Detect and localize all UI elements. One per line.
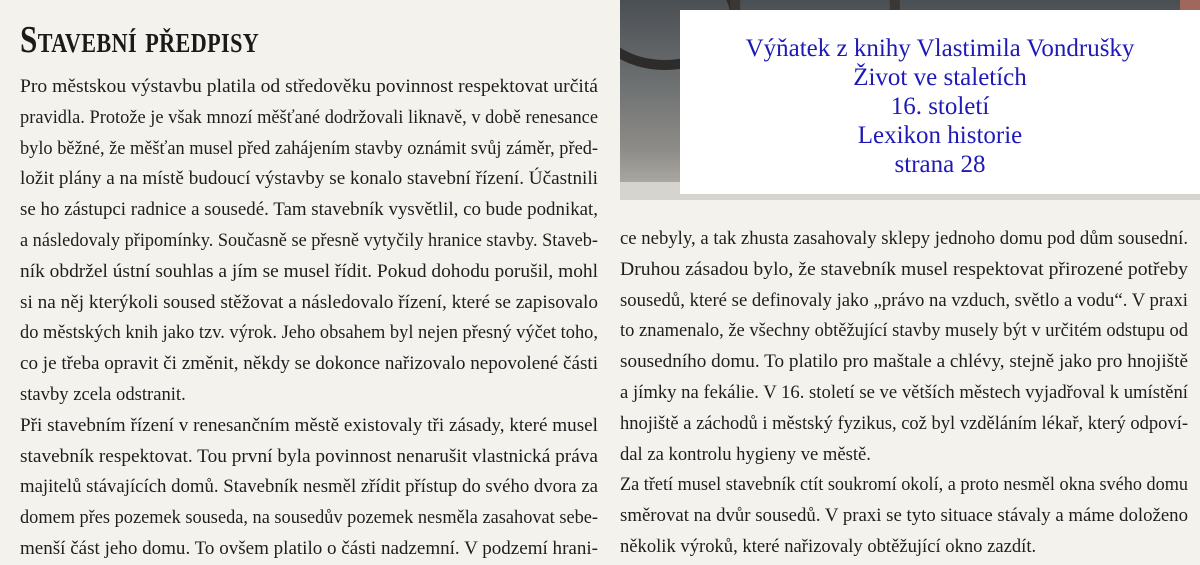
body-text-line: ce nebyly, a tak zhusta zasahovaly sklepy jednoho domu pod dům sousední. (620, 228, 1189, 249)
caption-line: Lexikon historie (857, 122, 1023, 149)
caption-line: strana 28 (894, 151, 986, 178)
caption-line: Výňatek z knihy Vlastimila Vondrušky (745, 35, 1135, 62)
body-text-line: Při stavebním řízení v renesančním městě existovaly tři zásady, které musel (20, 414, 598, 436)
body-text-line: hnojiště a záchodů i městský fyzikus, což byl vzděláním lékař, který odpoví- (620, 412, 1189, 434)
body-text-line: ložit plány a na místě budoucí výstavby se konalo stavební řízení. Účastnili (20, 168, 599, 190)
body-text-line: dal za kontrolu hygieny ve městě. (620, 443, 871, 465)
body-text-line: směrovat na dvůr sousedů. V praxi se tyto situace stávaly a máme doloženo (620, 505, 1188, 527)
body-text-line: co je třeba opravit či změnit, někdy se dokonce nařizovalo nepovolené části (20, 353, 599, 375)
body-text-line: pravidla. Protože je však mnozí měšťané dodržovali liknavě, v době renesance (20, 106, 599, 128)
body-text-line: Za třetí musel stavebník ctít soukromí okolí, a proto nesměl okna svého domu (620, 474, 1188, 496)
body-text-line: domem přes pozemek souseda, na sousedův pozemek nesměla zasahovat sebe- (20, 507, 598, 529)
left-column (20, 0, 599, 559)
article-title: Stavební předpisy (20, 19, 260, 61)
body-text-line: stavby zcela odstranit. (20, 383, 186, 405)
body-text-line: si na něj kterýkoli soused stěžovat a následovalo řízení, které se zapisovalo (20, 291, 599, 313)
source-caption-box (680, 10, 1200, 194)
body-text-line: několik výroků, které nařizovaly obtěžující okno zazdít. (620, 535, 1037, 557)
caption-line: 16. století (890, 93, 990, 120)
right-body-text (620, 224, 1188, 563)
body-text-line: Druhou zásadou bylo, že stavebník musel respektovat přirozené potřeby (620, 258, 1189, 280)
caption-line: Život ve staletích (853, 64, 1027, 91)
body-text-line: ník obdržel ústní souhlas a jím se musel řídit. Pokud dohodu porušil, mohl (20, 260, 599, 282)
body-text-line: sousedního domu. To platilo pro maštale a chlévy, stejně jako pro hnojiště (620, 351, 1188, 373)
body-text-line: a jímky na fekálie. V 16. století se ve větších městech vyjadřoval k umístění (620, 381, 1188, 403)
body-text-line: menší část jeho domu. To ovšem platilo o části nadzemní. V podzemí hrani- (20, 537, 598, 559)
body-text-line: majitelů stávajících domů. Stavebník nesměl zřídit přístup do svého dvora za (20, 476, 598, 498)
body-text-line: stavebník respektovat. Tou první byla povinnost nenarušit vlastnická práva (20, 445, 598, 467)
body-text-line: Pro městskou výstavbu platila od středověku povinnost respektovat určitá (20, 76, 598, 97)
body-text-line: a následovaly připomínky. Současně se přesně vytyčily hranice stavby. Staveb- (20, 229, 598, 251)
body-text-line: sousedů, které se definovaly jako „právo na vzduch, světlo a vodu“. V praxi (620, 289, 1188, 311)
body-text-line: do městských knih jako tzv. výrok. Jeho obsahem byl nejen přesný výčet toho, (20, 322, 598, 344)
body-text-line: se ho zástupci radnice a sousedé. Tam stavebník vysvětlil, co bude podnikat, (20, 199, 599, 221)
body-text-line: bylo běžné, že měšťan musel před zahájením stavby oznámit svůj záměr, před- (20, 137, 599, 159)
body-text-line: to znamenalo, že všechny obtěžující stavby musely být v určitém odstupu od (620, 320, 1189, 342)
left-body-text (20, 72, 598, 565)
